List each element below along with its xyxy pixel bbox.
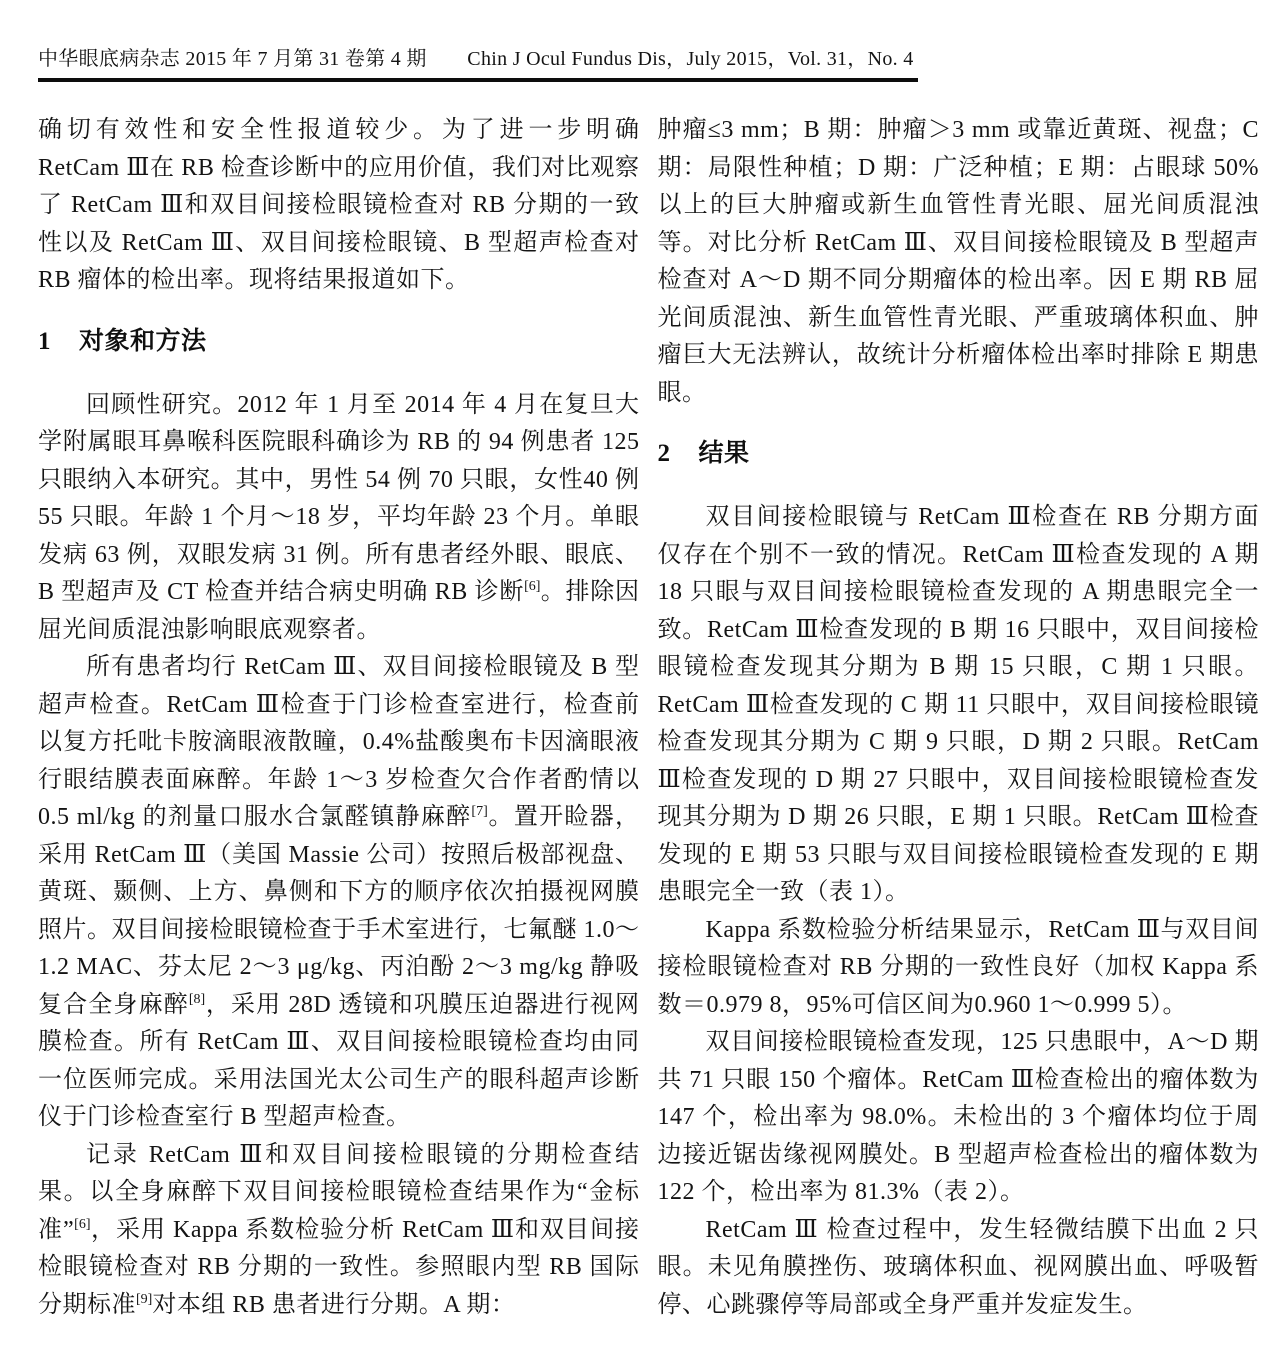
paragraph: 双目间接检眼镜检查发现，125 只患眼中，A～D 期共 71 只眼 150 个瘤体。RetCam Ⅲ检查检出的瘤体数为 147 个，检出率为 98.0%。未检出的 3 个瘤体均位于周边接近锯齿缘视网膜处。B 型超声检查检出的瘤体数为 122 个，检出率为 81.3%（表 2）。	[657, 1029, 1259, 1205]
reference-superscript: [6]	[524, 579, 541, 594]
paragraph: 肿瘤≤3 mm；B 期：肿瘤＞3 mm 或靠近黄斑、视盘；C 期：局限性种植；D 期：广泛种植；E 期：占眼球 50%以上的巨大肿瘤或新生血管性青光眼、屈光间质混浊等。对比分析 RetCam Ⅲ、双目间接检眼镜及 B 型超声检查对 A～D 期不同分期瘤体的检出率。因 E 期 RB 屈光间质混浊、新生血管性青光眼、严重玻璃体积血、肿瘤巨大无法辨认，故统计分析瘤体检出率时排除 E 期患眼。	[657, 117, 1259, 406]
reference-superscript: [6]	[74, 1216, 91, 1232]
right-column	[658, 112, 1260, 1324]
reference-superscript: [8]	[188, 991, 206, 1007]
reference-superscript: [7]	[471, 804, 488, 819]
journal-header	[38, 42, 1259, 82]
heading-title: 结果	[698, 439, 750, 467]
paragraph: 回顾性研究。2012 年 1 月至 2014 年 4 月在复旦大学附属眼耳鼻喉科医院眼科确诊为 RB 的 94 例患者 125 只眼纳入本研究。其中，男性 54 例 70 只眼，女性40 例 55 只眼。年龄 1 个月～18 岁，平均年龄 23 个月。单眼发病 63 例，双眼发病 31 例。所有患者经外眼、眼底、B 型超声及 CT 检查并结合病史明确 RB 诊断[6]。排除因屈光间质混浊影响眼底观察者。	[38, 391, 640, 643]
journal-header-text: 中华眼底病杂志 2015 年 7 月第 31 卷第 4 期 Chin J Ocul Fundus Dis，July 2015，Vol. 31，No. 4	[38, 42, 918, 82]
left-column	[38, 112, 640, 1324]
paragraph: 确切有效性和安全性报道较少。为了进一步明确 RetCam Ⅲ在 RB 检查诊断中的应用价值，我们对比观察了 RetCam Ⅲ和双目间接检眼镜检查对 RB 分期的一致性以及 RetCam Ⅲ、双目间接检眼镜、B 型超声检查对 RB 瘤体的检出率。现将结果报道如下。	[38, 117, 640, 293]
paragraph: Kappa 系数检验分析结果显示，RetCam Ⅲ与双目间接检眼镜检查对 RB 分期的一致性良好（加权 Kappa 系数＝0.979 8，95%可信区间为0.960 1～0.999 5）。	[657, 916, 1259, 1018]
paragraph: 记录 RetCam Ⅲ和双目间接检眼镜的分期检查结果。以全身麻醉下双目间接检眼镜检查结果作为“金标准”[6]，采用 Kappa 系数检验分析 RetCam Ⅲ和双目间接检眼镜检查对 RB 分期的一致性。参照眼内型 RB 国际分期标准[9]对本组 RB 患者进行分期。A 期：	[38, 1141, 640, 1318]
reference-superscript: [9]	[136, 1291, 153, 1307]
paragraph: 双目间接检眼镜与 RetCam Ⅲ检查在 RB 分期方面仅存在个别不一致的情况。RetCam Ⅲ检查发现的 A 期 18 只眼与双目间接检眼镜检查发现的 A 期患眼完全一致。RetCam Ⅲ检查发现的 B 期 16 只眼中，双目间接检眼镜检查发现其分期为 B 期 15 只眼，C 期 1 只眼。RetCam Ⅲ检查发现的 C 期 11 只眼中，双目间接检眼镜检查发现其分期为 C 期 9 只眼，D 期 2 只眼。RetCam Ⅲ检查发现的 D 期 27 只眼中，双目间接检眼镜检查发现其分期为 D 期 26 只眼，E 期 1 只眼。RetCam Ⅲ检查发现的 E 期 53 只眼与双目间接检眼镜检查发现的 E 期患眼完全一致（表 1）。	[657, 504, 1259, 905]
article-columns	[38, 112, 1259, 1324]
section-heading-2	[658, 438, 1260, 469]
heading-number: 1	[38, 327, 51, 355]
heading-number: 2	[657, 440, 671, 467]
paragraph: 所有患者均行 RetCam Ⅲ、双目间接检眼镜及 B 型超声检查。RetCam Ⅲ检查于门诊检查室进行，检查前以复方托吡卡胺滴眼液散瞳，0.4%盐酸奥布卡因滴眼液行眼结膜表面麻醉。年龄 1～3 岁检查欠合作者酌情以 0.5 ml/kg 的剂量口服水合氯醛镇静麻醉[7]。置开睑器，采用 RetCam Ⅲ（美国 Massie 公司）按照后极部视盘、黄斑、颞侧、上方、鼻侧和下方的顺序依次拍摄视网膜照片。双目间接检眼镜检查于手术室进行，七氟醚 1.0～1.2 MAC、芬太尼 2～3 μg/kg、丙泊酚 2～3 mg/kg 静吸复合全身麻醉[8]，采用 28D 透镜和巩膜压迫器进行视网膜检查。所有 RetCam Ⅲ、双目间接检眼镜检查均由同一位医师完成。采用法国光太公司生产的眼科超声诊断仪于门诊检查室行 B 型超声检查。	[38, 654, 640, 1130]
paragraph: RetCam Ⅲ 检查过程中，发生轻微结膜下出血 2 只眼。未见角膜挫伤、玻璃体积血、视网膜出血、呼吸暂停、心跳骤停等局部或全身严重并发症发生。	[657, 1216, 1259, 1318]
section-heading-1	[38, 326, 640, 357]
heading-title: 对象和方法	[79, 326, 207, 355]
